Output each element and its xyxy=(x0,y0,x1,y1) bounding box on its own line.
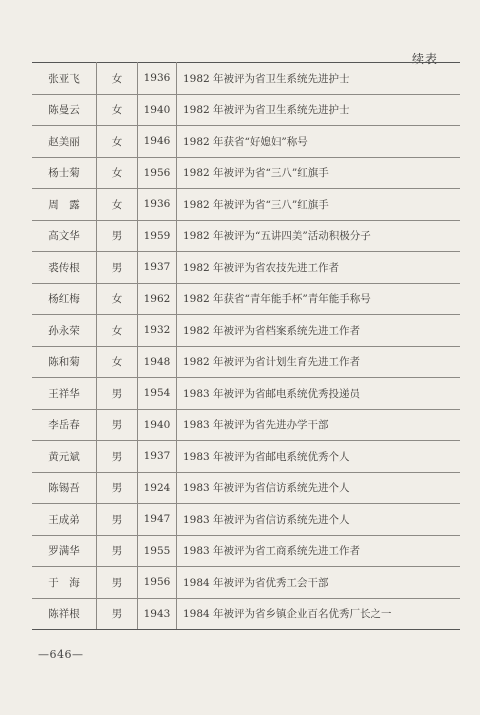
table-row xyxy=(32,126,460,158)
honor-description-cell: 1983 年被评为省邮电系统优秀投递员 xyxy=(177,378,461,410)
honor-description-cell: 1982 年获省“好媳妇”称号 xyxy=(177,126,461,158)
table-row xyxy=(32,598,460,630)
table-row xyxy=(32,441,460,473)
honor-description-cell: 1982 年被评为省卫生系统先进护士 xyxy=(177,63,461,95)
name-cell: 陈曼云 xyxy=(32,94,97,126)
name-cell: 孙永荣 xyxy=(32,315,97,347)
gender-cell: 男 xyxy=(97,409,138,441)
honor-description-cell: 1984 年被评为省乡镇企业百名优秀厂长之一 xyxy=(177,598,461,630)
honor-description-cell: 1983 年被评为省邮电系统优秀个人 xyxy=(177,441,461,473)
table-row xyxy=(32,283,460,315)
table-row xyxy=(32,472,460,504)
gender-cell: 女 xyxy=(97,126,138,158)
table-row xyxy=(32,315,460,347)
honor-description-cell: 1982 年获省“青年能手杯”青年能手称号 xyxy=(177,283,461,315)
honor-description-cell: 1982 年被评为省“三八”红旗手 xyxy=(177,157,461,189)
table-row xyxy=(32,504,460,536)
name-cell: 高文华 xyxy=(32,220,97,252)
birth-year-cell: 1956 xyxy=(138,567,177,599)
name-cell: 陈锡吾 xyxy=(32,472,97,504)
name-cell: 黄元斌 xyxy=(32,441,97,473)
honor-description-cell: 1983 年被评为省工商系统先进工作者 xyxy=(177,535,461,567)
gender-cell: 男 xyxy=(97,378,138,410)
name-cell: 裘传根 xyxy=(32,252,97,284)
birth-year-cell: 1959 xyxy=(138,220,177,252)
table-row xyxy=(32,409,460,441)
gender-cell: 男 xyxy=(97,504,138,536)
name-cell: 赵美丽 xyxy=(32,126,97,158)
name-cell: 罗满华 xyxy=(32,535,97,567)
gender-cell: 女 xyxy=(97,315,138,347)
name-cell: 周 露 xyxy=(32,189,97,221)
honors-table-body xyxy=(32,63,460,630)
birth-year-cell: 1937 xyxy=(138,441,177,473)
table-row xyxy=(32,346,460,378)
honor-description-cell: 1983 年被评为省信访系统先进个人 xyxy=(177,472,461,504)
birth-year-cell: 1936 xyxy=(138,63,177,95)
gender-cell: 女 xyxy=(97,157,138,189)
name-cell: 王祥华 xyxy=(32,378,97,410)
honor-description-cell: 1982 年被评为省计划生育先进工作者 xyxy=(177,346,461,378)
birth-year-cell: 1948 xyxy=(138,346,177,378)
birth-year-cell: 1954 xyxy=(138,378,177,410)
page-number: —646— xyxy=(38,648,84,661)
birth-year-cell: 1924 xyxy=(138,472,177,504)
birth-year-cell: 1940 xyxy=(138,94,177,126)
gender-cell: 男 xyxy=(97,598,138,630)
honors-table xyxy=(32,62,460,630)
birth-year-cell: 1956 xyxy=(138,157,177,189)
name-cell: 张亚飞 xyxy=(32,63,97,95)
birth-year-cell: 1936 xyxy=(138,189,177,221)
gender-cell: 女 xyxy=(97,189,138,221)
name-cell: 杨士菊 xyxy=(32,157,97,189)
honor-description-cell: 1983 年被评为省先进办学干部 xyxy=(177,409,461,441)
table-row xyxy=(32,189,460,221)
gender-cell: 男 xyxy=(97,472,138,504)
name-cell: 于 海 xyxy=(32,567,97,599)
continued-label: 续表 xyxy=(412,52,439,66)
gender-cell: 男 xyxy=(97,535,138,567)
table-row xyxy=(32,157,460,189)
honor-description-cell: 1982 年被评为省“三八”红旗手 xyxy=(177,189,461,221)
birth-year-cell: 1943 xyxy=(138,598,177,630)
table-row xyxy=(32,63,460,95)
honor-description-cell: 1982 年被评为“五讲四美”活动积极分子 xyxy=(177,220,461,252)
name-cell: 杨红梅 xyxy=(32,283,97,315)
name-cell: 王成弟 xyxy=(32,504,97,536)
table-row xyxy=(32,94,460,126)
honor-description-cell: 1982 年被评为省农技先进工作者 xyxy=(177,252,461,284)
birth-year-cell: 1932 xyxy=(138,315,177,347)
table-row xyxy=(32,252,460,284)
gender-cell: 男 xyxy=(97,567,138,599)
name-cell: 李岳春 xyxy=(32,409,97,441)
name-cell: 陈和菊 xyxy=(32,346,97,378)
honor-description-cell: 1984 年被评为省优秀工会干部 xyxy=(177,567,461,599)
gender-cell: 男 xyxy=(97,252,138,284)
gender-cell: 女 xyxy=(97,94,138,126)
name-cell: 陈祥根 xyxy=(32,598,97,630)
table-row xyxy=(32,378,460,410)
table-row xyxy=(32,220,460,252)
honor-description-cell: 1982 年被评为省档案系统先进工作者 xyxy=(177,315,461,347)
honor-description-cell: 1982 年被评为省卫生系统先进护士 xyxy=(177,94,461,126)
gender-cell: 女 xyxy=(97,346,138,378)
table-row xyxy=(32,567,460,599)
gender-cell: 女 xyxy=(97,63,138,95)
gender-cell: 男 xyxy=(97,220,138,252)
birth-year-cell: 1940 xyxy=(138,409,177,441)
birth-year-cell: 1962 xyxy=(138,283,177,315)
table-row xyxy=(32,535,460,567)
gender-cell: 女 xyxy=(97,283,138,315)
birth-year-cell: 1947 xyxy=(138,504,177,536)
birth-year-cell: 1946 xyxy=(138,126,177,158)
birth-year-cell: 1937 xyxy=(138,252,177,284)
honor-description-cell: 1983 年被评为省信访系统先进个人 xyxy=(177,504,461,536)
gender-cell: 男 xyxy=(97,441,138,473)
birth-year-cell: 1955 xyxy=(138,535,177,567)
